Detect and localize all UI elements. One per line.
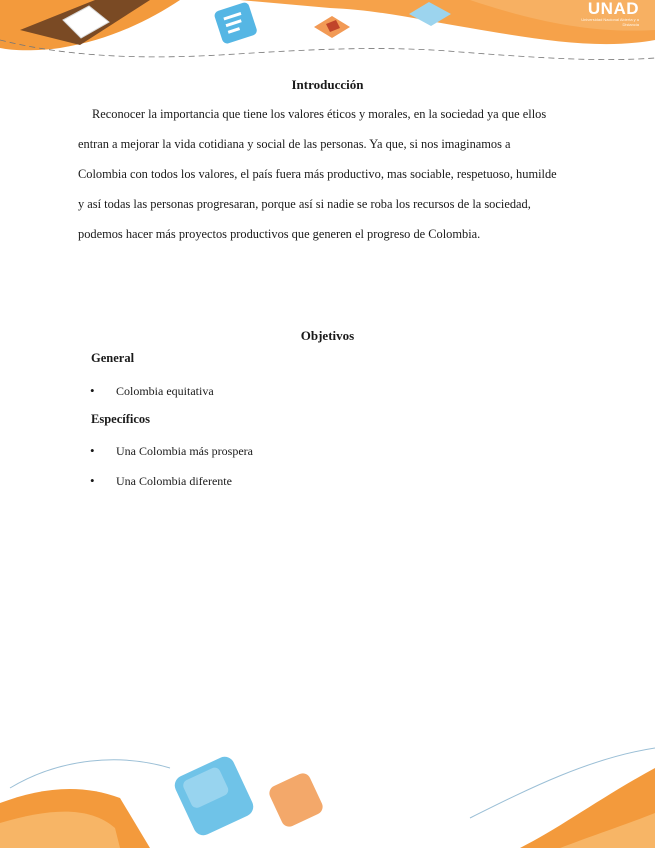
list-item: [90, 383, 214, 399]
paper-icon: [55, 2, 115, 42]
introduction-line-1: Reconocer la importancia que tiene los valores éticos y morales, en la sociedad ya que ellos: [92, 107, 547, 121]
clipboard-icon: [212, 0, 268, 48]
bullet-icon: •: [90, 383, 95, 398]
bullet-icon: •: [90, 473, 95, 488]
introduction-line-3: Colombia con todos los valores, el país fuera más productivo, mas sociable, respetuoso, humilde: [78, 167, 557, 181]
list-item: [90, 443, 253, 459]
general-subheading: General: [91, 351, 135, 365]
list-item-text: Una Colombia más prospera: [116, 444, 253, 458]
list-item-text: Una Colombia diferente: [116, 474, 232, 488]
box-icon: [310, 12, 354, 42]
list-item: [90, 473, 232, 489]
logo-subtitle: Universidad Nacional Abierta y a Distancia: [581, 17, 639, 27]
blue-tile-icon: [168, 750, 260, 842]
introduction-line: [78, 99, 578, 129]
introduction-line-2: entran a mejorar la vida cotidiana y social de las personas. Ya que, si nos imaginamos a: [78, 137, 511, 151]
introduction-title: Introducción: [291, 77, 364, 92]
list-item-text: Colombia equitativa: [116, 384, 214, 398]
introduction-line-5: podemos hacer más proyectos productivos que generen el progreso de Colombia.: [78, 227, 481, 241]
bullet-icon: •: [90, 443, 95, 458]
orange-tile-icon: [262, 766, 330, 834]
logo-text: UNAD: [587, 0, 639, 18]
specific-subheading: Específicos: [91, 412, 151, 426]
tile-icon: [405, 0, 455, 30]
introduction-line-4: y así todas las personas progresaran, porque así si nadie se roba los recursos de la sociedad,: [78, 197, 531, 211]
unad-logo: [569, 0, 639, 28]
objectives-title: Objetivos: [300, 328, 355, 343]
